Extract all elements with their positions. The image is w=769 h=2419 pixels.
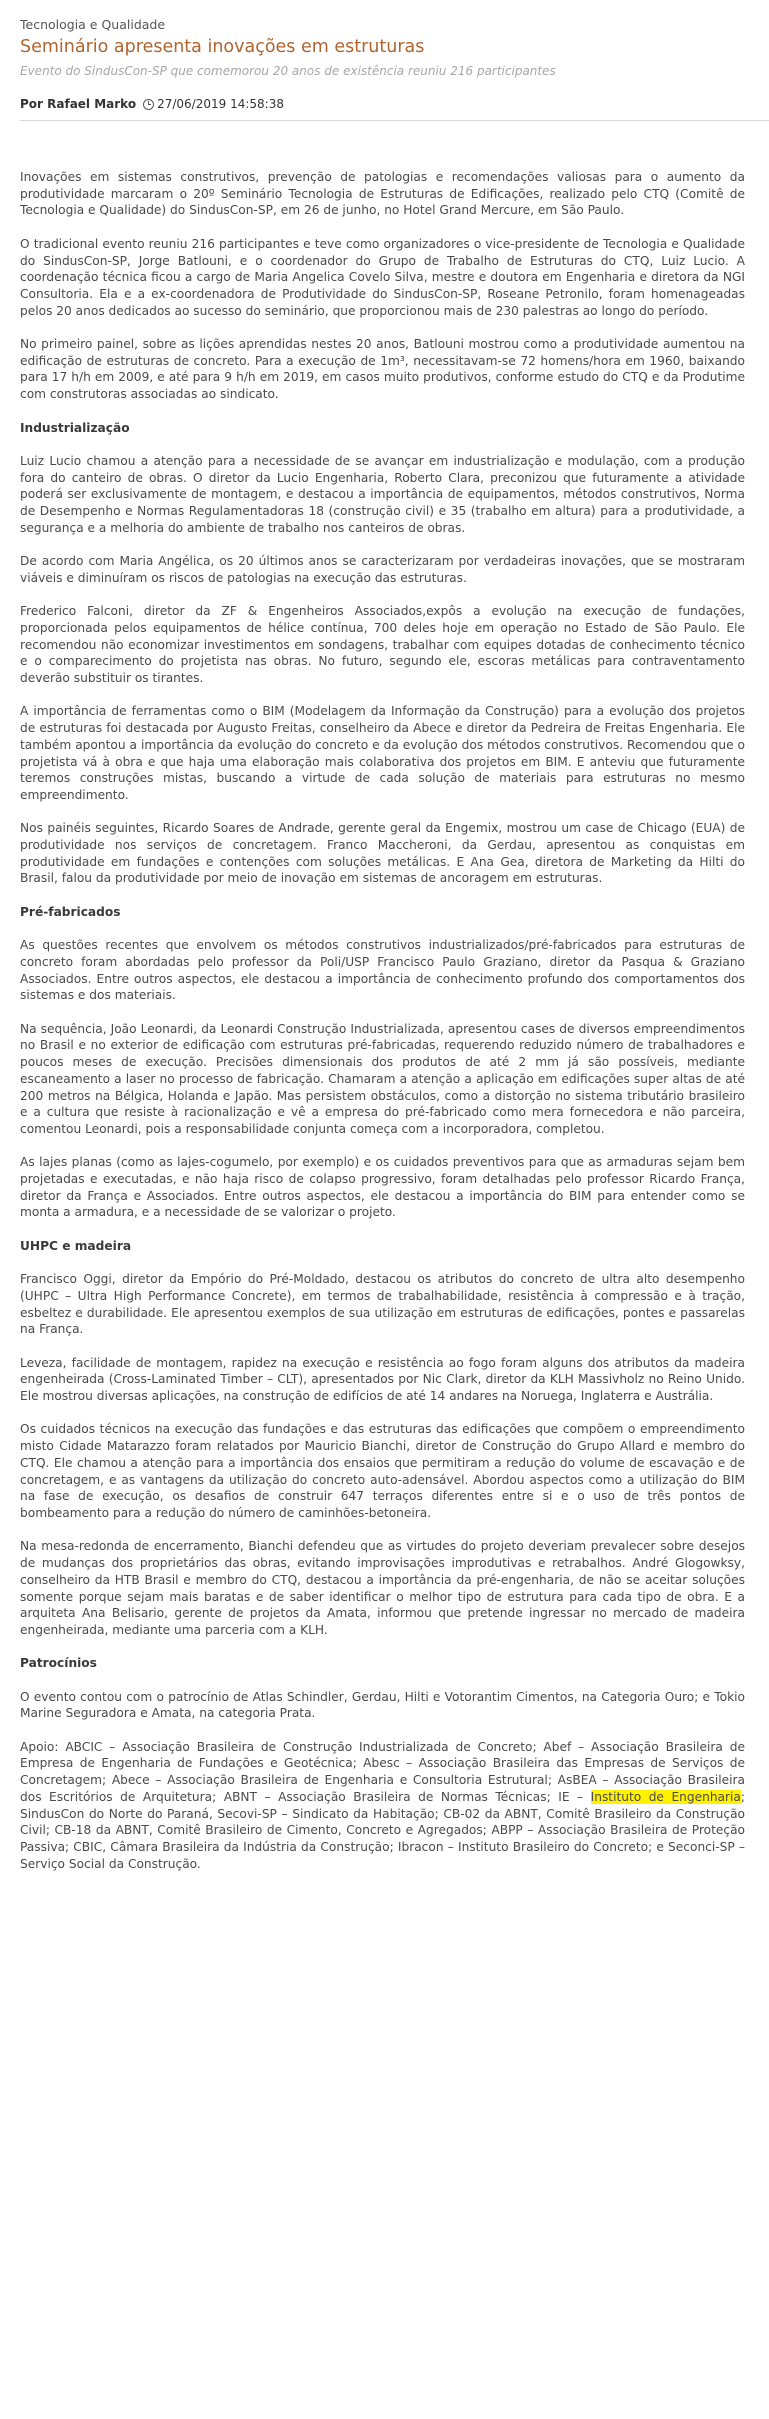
paragraph: As questões recentes que envolvem os métodos construtivos industrializados/pré-fabricados para estruturas de concreto foram abordadas pelo professor da Poli/USP Francisco Paulo Graziano, diretor da Pasqua & Graziano Associados. Entre outros aspectos, ele destacou a importância de conhecimento profundo dos comportamentos dos sistemas e dos materiais. (20, 938, 745, 1003)
paragraph: Na mesa-redonda de encerramento, Bianchi defendeu que as virtudes do projeto deveriam prevalecer sobre desejos de mudanças dos proprietários das obras, evitando improvisações improdutivas e retrabalhos. André Glogowksy, conselheiro da HTB Brasil e membro do CTQ, destacou a importância da pré-engenharia, de não se aceitar soluções somente porque sejam mais baratas e de saber identificar o melhor tipo de estrutura para cada tipo de obra. E a arquiteta Ana Belisario, gerente de projetos da Amata, informou que pretende ingressar no mercado de madeira engenheirada, mediante uma parceria com a KLH. (20, 1539, 745, 1637)
paragraph: Leveza, facilidade de montagem, rapidez na execução e resistência ao fogo foram alguns dos atributos da madeira engenheirada (Cross-Laminated Timber – CLT), apresentados por Nic Clark, diretor da KLH Massivholz no Reino Unido. Ele mostrou diversas aplicações, na construção de edifícios de até 14 andares na Noruega, Inglaterra e Austrália. (20, 1355, 745, 1404)
paragraph: Luiz Lucio chamou a atenção para a necessidade de se avançar em industrialização e modulação, com a produção fora do canteiro de obras. O diretor da Lucio Engenharia, Roberto Clara, preconizou que futuramente a atividade poderá ser exclusivamente de montagem, e destacou a importância de equipamentos, métodos construtivos, Norma de Desempenho e Normas Regulamentadoras 18 (construção civil) e 35 (trabalho em altura) para a produtividade, a segurança e a melhoria do ambiente de trabalho nos canteiros de obras. (20, 453, 745, 535)
paragraph: Os cuidados técnicos na execução das fundações e das estruturas das edificações que compõem o empreendimento misto Cidade Matarazzo foram relatados por Mauricio Bianchi, diretor de Construção do Grupo Allard e membro do CTQ. Ele chamou a atenção para a importância dos ensaios que permitiram a redução do volume de escavação e de concretagem, e as vantagens da utilização do concreto auto-adensável. Abordou aspectos como a utilização do BIM na fase de execução, os desafios de construir 647 terraços diferentes entre si e o uso de três pontos de bombeamento para a redução do número de caminhões-betoneira. (20, 1422, 745, 1520)
publish-date: 27/06/2019 14:58:38 (157, 97, 284, 111)
paragraph-apoio (20, 1739, 745, 1873)
highlighted-text: Instituto de Engenharia (590, 1789, 741, 1804)
paragraph: A importância de ferramentas como o BIM (Modelagem da Informação da Construção) para a evolução dos projetos de estruturas foi destacada por Augusto Freitas, conselheiro da Abece e diretor da Pedreira de Freitas Engenharia. Ele também apontou a importância da evolução do concreto e da evolução dos métodos construtivos. Recomendou que o projetista vá à obra e que haja uma elaboração mais colaborativa dos projetos em BIM. E anteviu que futuramente teremos construções mistas, buscando a virtude de cada solução de materiais para estruturas no mesmo empreendimento. (20, 704, 745, 802)
paragraph: Nos painéis seguintes, Ricardo Soares de Andrade, gerente geral da Engemix, mostrou um case de Chicago (EUA) de produtividade nos serviços de concretagem. Franco Maccheroni, da Gerdau, apresentou as conquistas em produtividade em fundações e contenções com soluções metálicas. E Ana Gea, diretora de Marketing da Hilti do Brasil, falou da produtividade por meio de inovação em sistemas de ancoragem em estruturas. (20, 821, 745, 886)
author-name: Por Rafael Marko (20, 97, 137, 111)
page-subtitle: Evento do SindusCon-SP que comemorou 20 anos de existência reuniu 216 participantes (20, 64, 556, 78)
paragraph: As lajes planas (como as lajes-cogumelo, por exemplo) e os cuidados preventivos para que as armaduras sejam bem projetadas e executadas, e não haja risco de colapso progressivo, foram detalhadas pelo professor Ricardo França, diretor da França e Associados. Entre outros aspectos, ele destacou a importância do BIM para entender como se monta a armadura, e a necessidade de se valorizar o projeto. (20, 1155, 745, 1220)
section-heading-uhpc-madeira: UHPC e madeira (20, 1238, 132, 1253)
section-heading-patrocinios: Patrocínios (20, 1656, 97, 1671)
category-label[interactable]: Tecnologia e Qualidade (20, 17, 166, 32)
paragraph: Na sequência, João Leonardi, da Leonardi Construção Industrializada, apresentou cases de diversos empreendimentos no Brasil e no exterior de edificação com estruturas pré-fabricadas, requerendo reduzido número de trabalhadores e poucos meses de execução. Precisões dimensionais dos produtos de até 2 mm já são possíveis, mediante escaneamento a laser no processo de fabricação. Chamaram a atenção a aplicação em edificações super altas de até 200 metros na Bélgica, Holanda e Japão. Mas persistem obstáculos, como a distorção no sistema tributário brasileiro e a cultura que resiste à racionalização e vê a empresa do pré-fabricado como mera fornecedora e não parceira, comentou Leonardi, pois a responsabilidade conjunta começa com a incorporadora, completou. (20, 1021, 745, 1136)
section-heading-pre-fabricados: Pré-fabricados (20, 904, 121, 919)
apoio-text-start: Apoio: ABCIC – Associação Brasileira de Construção Industrializada de Concreto; Abef – Associação Brasileira de Empresa de Engenharia de Fundações e Geotécnica; Abesc – Associação Brasileira das Empresas de Serviços de Concretagem; Abece – Associação Brasileira de Engenharia e Consultoria Estrutural; AsBEA – Associação Brasileira dos Escritórios de Arquitetura; ABNT – Associação Brasileira de Normas Técnicas; IE – (20, 1739, 745, 1804)
section-heading-industrializacao: Industrialização (20, 420, 130, 435)
paragraph: Inovações em sistemas construtivos, prevenção de patologias e recomendações valiosas para o aumento da produtividade marcaram o 20º Seminário Tecnologia de Estruturas de Edificações, realizado pelo CTQ (Comitê de Tecnologia e Qualidade) do SindusCon-SP, em 26 de junho, no Hotel Grand Mercure, em São Paulo. (20, 170, 745, 218)
apoio-text-end: ; SindusCon do Norte do Paraná, Secovi-SP – Sindicato da Habitação; CB-02 da ABNT, Comitê Brasileiro da Construção Civil; CB-18 da ABNT, Comitê Brasileiro de Cimento, Concreto e Agregados; ABPP – Associação Brasileira de Proteção Passiva; CBIC, Câmara Brasileira da Indústria da Construção; Ibracon – Instituto Brasileiro do Concreto; e Seconci-SP – Serviço Social da Construção. (20, 1789, 745, 1871)
paragraph: De acordo com Maria Angélica, os 20 últimos anos se caracterizaram por verdadeiras inovações, que se mostraram viáveis e diminuíram os riscos de patologias na execução das estruturas. (20, 554, 745, 585)
header-divider (20, 120, 769, 121)
paragraph: No primeiro painel, sobre as lições aprendidas nestes 20 anos, Batlouni mostrou como a produtividade aumentou na edificação de estruturas de concreto. Para a execução de 1m³, necessitavam-se 72 homens/hora em 1960, baixando para 17 h/h em 2009, e até para 9 h/h em 2019, em casos muito produtivos, conforme estudo do CTQ e da Produtime com construtoras associadas ao sindicato. (20, 337, 745, 402)
paragraph: Francisco Oggi, diretor da Empório do Pré-Moldado, destacou os atributos do concreto de ultra alto desempenho (UHPC – Ultra High Performance Concrete), em termos de trabalhabilidade, resistência à compressão e à tração, esbeltez e durabilidade. Ele apresentou exemplos de sua utilização em estruturas de edificações, pontes e passarelas na França. (20, 1272, 745, 1337)
article-meta (20, 96, 749, 112)
paragraph: O tradicional evento reuniu 216 participantes e teve como organizadores o vice-presidente de Tecnologia e Qualidade do SindusCon-SP, Jorge Batlouni, e o coordenador do Grupo de Trabalho de Estruturas do CTQ, Luiz Lucio. A coordenação técnica ficou a cargo de Maria Angelica Covelo Silva, mestre e doutora em Engenharia e diretora da NGI Consultoria. Ela e a ex-coordenadora de Produtividade do SindusCon-SP, Roseane Petronilo, foram homenageadas pelos 20 anos dedicados ao sucesso do seminário, que proporcionou mais de 230 palestras ao longo do período. (20, 236, 745, 318)
page-title: Seminário apresenta inovações em estruturas (20, 37, 425, 57)
article-body (20, 169, 745, 1872)
paragraph: O evento contou com o patrocínio de Atlas Schindler, Gerdau, Hilti e Votorantim Cimentos, na Categoria Ouro; e Tokio Marine Seguradora e Amata, na categoria Prata. (20, 1689, 745, 1721)
paragraph: Frederico Falconi, diretor da ZF & Engenheiros Associados,expôs a evolução na execução de fundações, proporcionada pelos equipamentos de hélice contínua, 700 deles hoje em operação no Estado de São Paulo. Ele recomendou não economizar investimentos em sondagens, trabalhar com equipes dotadas de conhecimento técnico e o comparecimento do projetista nas obras. No futuro, segundo ele, escoras metálicas para contraventamento deverão substituir os tirantes. (20, 604, 745, 685)
clock-icon (143, 99, 154, 110)
